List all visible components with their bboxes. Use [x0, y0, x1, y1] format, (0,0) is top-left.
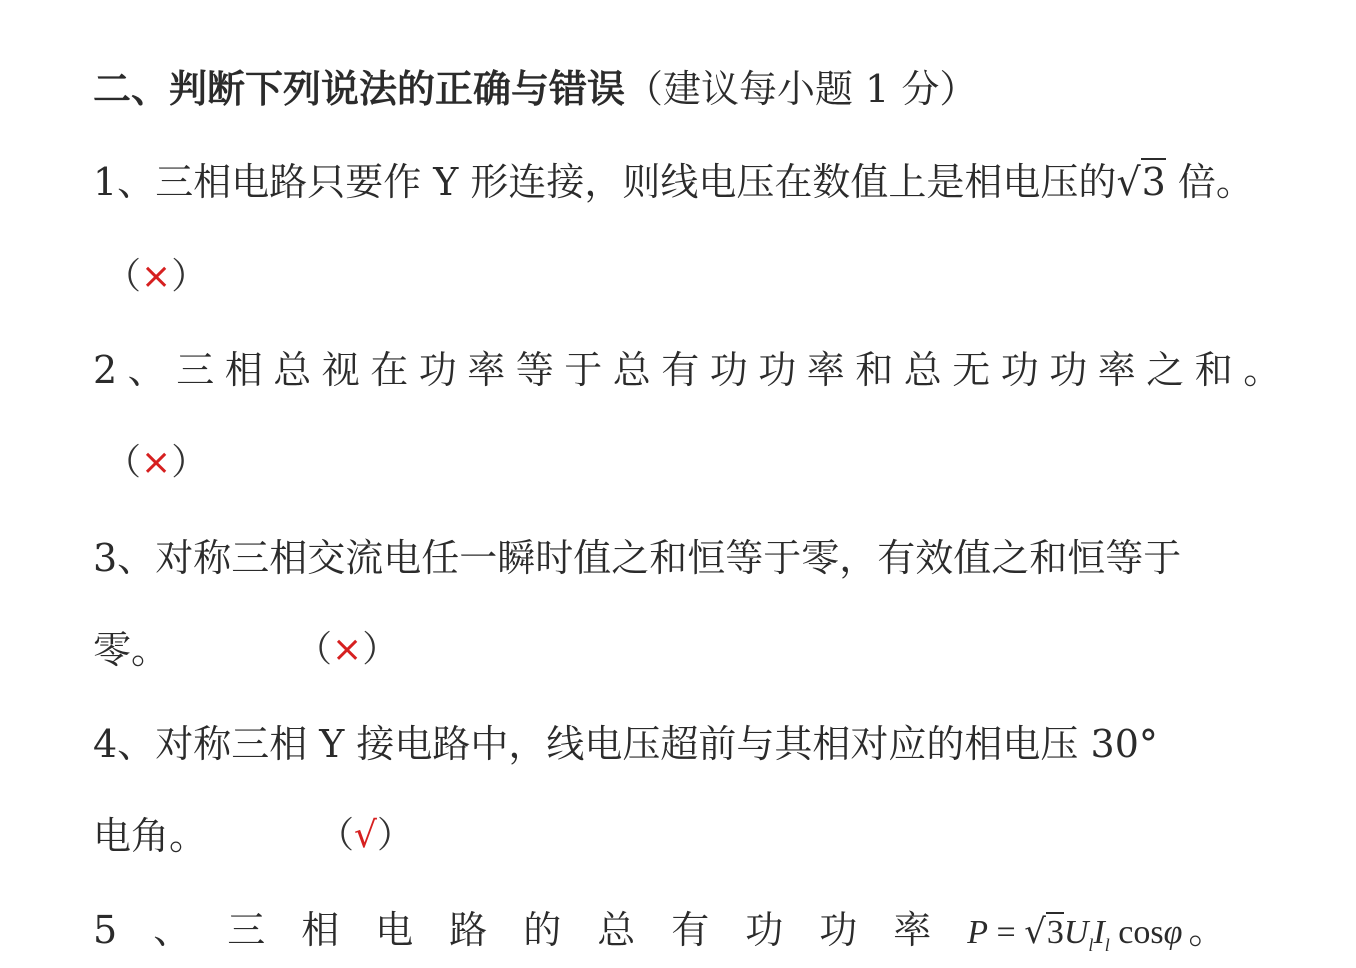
answer-open-paren: （	[105, 442, 142, 483]
formula-u: U	[1063, 914, 1089, 951]
question-body: 三相电路只要作 Y 形连接，则线电压在数值上是相电压的	[155, 160, 1117, 204]
question-body: 三相总视在功率等于总有功功率和总无功功率之和。	[176, 348, 1292, 392]
question-number: 3、	[93, 536, 156, 580]
sqrt-radicand: 3	[1141, 160, 1166, 204]
formula-phi: φ	[1163, 914, 1183, 951]
question-1-text	[93, 159, 1254, 205]
answer-open-paren: （	[318, 815, 355, 856]
sqrt-symbol: √	[1024, 912, 1046, 952]
answer-close-paren: ）	[171, 442, 208, 483]
question-3-text-continued	[93, 627, 169, 673]
question-end-punct: 。	[1188, 908, 1227, 952]
question-number: 2、	[93, 348, 177, 392]
question-separator: 、	[153, 908, 228, 952]
formula-u-subscript: l	[1088, 934, 1094, 955]
question-4-answer	[318, 813, 413, 859]
question-number: 4、	[93, 722, 156, 766]
question-2-answer	[105, 440, 207, 486]
answer-cross-mark: ×	[141, 256, 172, 297]
question-body: 零。	[93, 628, 170, 672]
section-heading	[93, 66, 977, 112]
question-2-text	[93, 347, 1292, 393]
answer-open-paren: （	[105, 256, 142, 297]
formula-i-subscript: l	[1104, 934, 1110, 955]
sqrt-radicand: 3	[1046, 914, 1064, 951]
question-body: 对称三相交流电任一瞬时值之和恒等于零，有效值之和恒等于	[155, 536, 1182, 580]
answer-close-paren: ）	[171, 256, 208, 297]
question-5-text	[93, 907, 1226, 968]
formula-cos: cos	[1109, 914, 1164, 951]
question-body: 对称三相 Y 接电路中，线电压超前与其相对应的相电压 30°	[155, 722, 1158, 766]
question-1-answer	[105, 254, 207, 300]
answer-cross-mark: ×	[141, 442, 172, 483]
formula-i: I	[1093, 914, 1105, 951]
question-body: 三相电路的总有功功率	[227, 908, 968, 952]
sqrt-symbol: √	[1116, 160, 1141, 204]
question-4-text-continued	[93, 813, 207, 859]
answer-open-paren: （	[296, 629, 333, 670]
question-3-answer	[296, 627, 398, 673]
answer-close-paren: ）	[362, 629, 399, 670]
question-number: 5	[93, 908, 154, 952]
power-formula	[967, 912, 1183, 955]
formula-p: P	[967, 914, 988, 951]
section-title: 二、判断下列说法的正确与错误	[93, 66, 626, 111]
question-3-text	[93, 535, 1181, 581]
section-scoring-note: （建议每小题 1 分）	[625, 67, 978, 111]
answer-cross-mark: ×	[332, 629, 363, 670]
answer-close-paren: ）	[376, 815, 413, 856]
answer-check-mark: √	[354, 815, 377, 856]
formula-equals: =	[988, 914, 1025, 951]
question-4-text	[93, 721, 1158, 767]
question-body-end: 倍。	[1165, 160, 1254, 204]
question-number: 1、	[93, 160, 156, 204]
question-body: 电角。	[93, 814, 208, 858]
